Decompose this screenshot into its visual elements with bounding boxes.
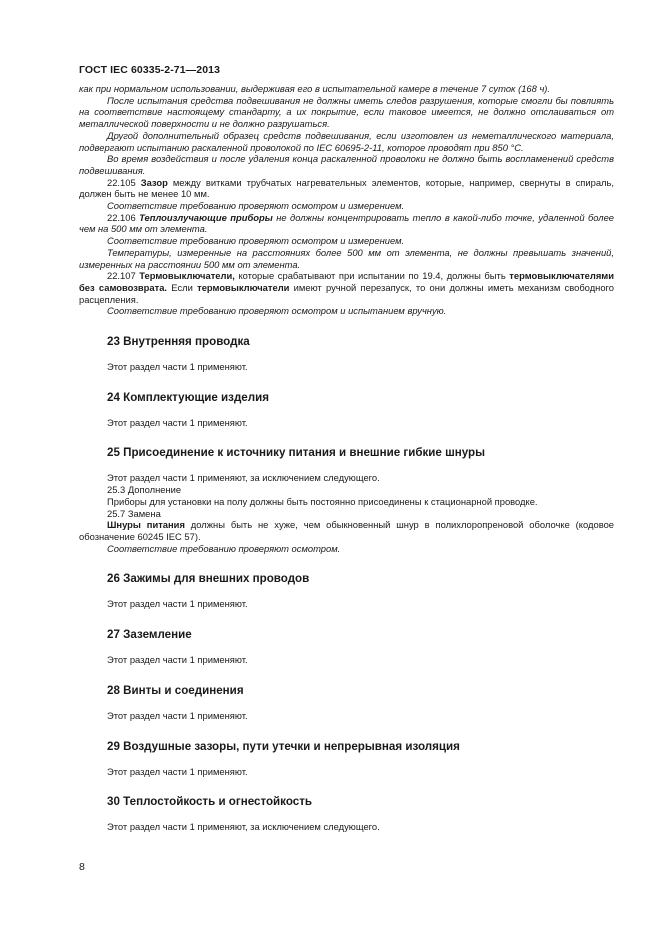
paragraph bbox=[79, 472, 614, 484]
paragraph bbox=[79, 710, 614, 722]
text-run: 25.3 Дополнение bbox=[107, 484, 182, 496]
text-run: Этот раздел части 1 применяют. bbox=[107, 361, 248, 373]
text-run: Термовыключатели, bbox=[139, 270, 235, 282]
section bbox=[79, 335, 614, 373]
paragraph bbox=[79, 212, 614, 235]
section-heading: 24 Комплектующие изделия bbox=[107, 390, 270, 404]
text-run: Соответствие требованию проверяют осмотром и испытанием вручную. bbox=[107, 305, 447, 317]
section-heading: 27 Заземление bbox=[107, 628, 192, 642]
section bbox=[79, 446, 614, 554]
paragraph bbox=[79, 200, 614, 212]
text-run: Этот раздел части 1 применяют. bbox=[107, 598, 248, 610]
text-run: Этот раздел части 1 применяют, за исключением следующего. bbox=[107, 472, 380, 484]
paragraph bbox=[79, 484, 614, 496]
text-run: имеют ручной перезапуск, то они должны иметь механизм свободного расцепления. bbox=[79, 281, 614, 305]
text-run: 22.107 bbox=[107, 270, 140, 282]
paragraph bbox=[79, 496, 614, 508]
text-run: должны быть не хуже, чем обыкновенный шнур в полихлоропреновой оболочке (кодовое обозначение 60245 IEC 57). bbox=[79, 519, 614, 542]
standard-designation: ГОСТ IEC 60335-2-71—2013 bbox=[79, 64, 221, 76]
paragraph bbox=[79, 821, 614, 833]
page-number: 8 bbox=[79, 861, 85, 873]
paragraph bbox=[79, 247, 614, 270]
text-run: 25.7 Замена bbox=[107, 507, 161, 519]
text-run: 22.106 bbox=[107, 211, 140, 223]
text-run: Зазор bbox=[140, 176, 168, 188]
text-run: между витками трубчатых нагревательных элементов, которые, например, свернуты в спираль, должен быть не менее 10 мм. bbox=[79, 176, 615, 200]
text-run: Этот раздел части 1 применяют, за исключением следующего. bbox=[107, 821, 380, 833]
paragraph bbox=[79, 83, 614, 95]
paragraph bbox=[79, 508, 614, 520]
paragraph bbox=[79, 519, 614, 542]
text-run: Шнуры питания bbox=[107, 519, 185, 531]
text-run: не должны концентрировать тепло в какой-либо точке, удаленной более чем на 500 мм от элемента. bbox=[79, 211, 615, 235]
paragraph bbox=[79, 417, 614, 429]
paragraph bbox=[79, 153, 614, 176]
section-heading: 29 Воздушные зазоры, пути утечки и непрерывная изоляция bbox=[107, 739, 460, 753]
text-run: Теплоизлучающие приборы bbox=[139, 211, 273, 223]
text-run: Соответствие требованию проверяют осмотром и измерением. bbox=[107, 235, 405, 247]
paragraph bbox=[79, 270, 614, 305]
paragraph bbox=[79, 598, 614, 610]
paragraph bbox=[79, 543, 614, 555]
text-run: Соответствие требованию проверяют осмотром. bbox=[107, 542, 341, 554]
section-heading: 30 Теплостойкость и огнестойкость bbox=[107, 795, 313, 809]
text-run: Этот раздел части 1 применяют. bbox=[107, 709, 248, 721]
paragraph bbox=[79, 235, 614, 247]
text-run: термовыключателями без самовозврата. bbox=[79, 270, 615, 293]
document-body bbox=[79, 83, 614, 833]
paragraph bbox=[79, 305, 614, 317]
text-run: Этот раздел части 1 применяют. bbox=[107, 765, 248, 777]
section-heading: 23 Внутренняя проводка bbox=[107, 335, 250, 349]
section bbox=[79, 572, 614, 610]
paragraph bbox=[79, 95, 614, 130]
section-heading: 25 Присоединение к источнику питания и внешние гибкие шнуры bbox=[107, 446, 486, 460]
text-run: как при нормальном использовании, выдерживая его в испытательной камере в течение 7 суток (168 ч). bbox=[79, 83, 551, 94]
paragraph bbox=[79, 361, 614, 373]
section bbox=[79, 391, 614, 429]
text-run: Во время воздействия и после удаления конца раскаленной проволоки не должно быть воспламенений средств подвешивания. bbox=[79, 153, 614, 176]
text-run: Температуры, измеренные на расстояниях более 500 мм от элемента, не должны превышать значений, измеренных на расстоянии 500 мм от элемента. bbox=[79, 246, 614, 270]
text-run: Приборы для установки на полу должны быть постоянно присоединены к стационарной проводке. bbox=[107, 495, 538, 507]
paragraph bbox=[79, 766, 614, 778]
section bbox=[79, 684, 614, 722]
section-heading: 28 Винты и соединения bbox=[107, 683, 244, 697]
text-run: термовыключатели bbox=[197, 281, 290, 293]
text-run: Этот раздел части 1 применяют. bbox=[107, 416, 248, 428]
text-run: Другой дополнительный образец средств подвешивания, если изготовлен из неметаллического материала, подвергают испытанию раскаленной проволокой по IEC 60695-2-11, которое проводят при 850 °С. bbox=[79, 129, 614, 153]
text-run: После испытания средства подвешивания не должны иметь следов разрушения, которые смогли бы повлиять на соответствие настоящему стандарту, а их покрытие, если таковое имеется, не должно отслаиваться от металлической поверхности и не должно разрушаться. bbox=[79, 94, 614, 130]
section bbox=[79, 740, 614, 778]
paragraph bbox=[79, 130, 614, 153]
section bbox=[79, 795, 614, 833]
section bbox=[79, 628, 614, 666]
text-run: Соответствие требованию проверяют осмотром и измерением. bbox=[107, 200, 405, 212]
text-run: 22.105 bbox=[107, 176, 141, 188]
section-heading: 26 Зажимы для внешних проводов bbox=[107, 572, 310, 586]
text-run: Этот раздел части 1 применяют. bbox=[107, 654, 248, 666]
text-run: Если bbox=[167, 281, 198, 293]
text-run: которые срабатывают при испытании по 19.4, должны быть bbox=[234, 270, 510, 282]
paragraph bbox=[79, 654, 614, 666]
paragraph bbox=[79, 177, 614, 200]
